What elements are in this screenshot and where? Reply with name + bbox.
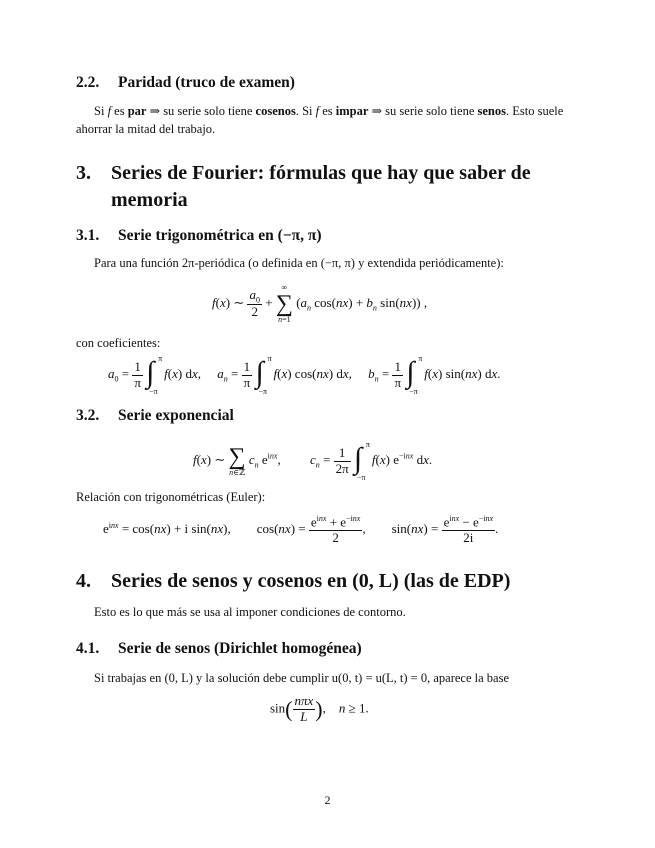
section-number: 3.1. <box>76 227 100 244</box>
paragraph-boundary: Esto es lo que más se usa al imponer condiciones de contorno. <box>94 605 406 619</box>
equation-coefficients: $a_0$ = $\frac{1}{\pi}$ ∫ π −π f(x) dx, $a_n$ = $\frac{1}{\pi}$ ∫ π −π f(x) cos(nx) dx, $b_n$ = $\frac{1}{\pi}$ ∫ π −π f(x) sin(nx) dx. <box>108 354 501 396</box>
paragraph-coefficients: con coeficientes: <box>76 336 161 350</box>
section-heading-4 <box>76 568 581 595</box>
keyword-cosenos: cosenos <box>255 104 296 118</box>
section-title: Paridad (truco de examen) <box>118 74 295 91</box>
section-number: 4. <box>76 570 91 592</box>
section-number: 2.2. <box>76 74 100 91</box>
section-heading-3-2 <box>76 407 581 425</box>
section-heading-3-1 <box>76 227 581 245</box>
section-title: Series de Fourier: fórmulas que hay que saber de memoria <box>111 162 531 211</box>
section-heading-2-2 <box>76 74 581 92</box>
keyword-impar: impar <box>335 104 369 118</box>
equation-exponential-series: f(x) ∼ ∑ n∈ℤ $c_n$ $e^{inx}$, $c_n$ = $\frac{1}{2\pi}$ ∫ π −π f(x) $e^{-inx}$ dx. <box>193 440 433 482</box>
paragraph-parity: Si f es par ⇒ su serie solo tiene cosenos. Si f es impar ⇒ su serie solo tiene senos. Esto suele ahorrar la mitad del trabajo. <box>76 104 564 136</box>
paragraph-euler: Relación con trigonométricas (Euler): <box>76 490 266 504</box>
section-heading-3 <box>76 160 581 214</box>
section-title: Serie trigonométrica en (−π, π) <box>118 227 322 244</box>
equation-sine-basis: sin( $\frac{\text{nπx}}{L}$ ), n ≥ 1. <box>270 693 369 724</box>
keyword-senos: senos <box>477 104 506 118</box>
section-title: Serie exponencial <box>118 407 234 424</box>
section-title: Series de senos y cosenos en (0, L) (las de EDP) <box>111 570 511 592</box>
section-number: 4.1. <box>76 640 100 657</box>
equation-trig-series: f(x) ∼ $\frac{a_0}{2}$ + ∞ ∑ n=1 ($a_n$ $\cos(nx) + b_n$ sin(nx)) , <box>212 283 428 324</box>
keyword-par: par <box>127 104 147 118</box>
page-number: 2 <box>324 793 331 807</box>
section-number: 3.2. <box>76 407 100 424</box>
section-title: Serie de senos (Dirichlet homogénea) <box>118 640 362 657</box>
section-heading-4-1 <box>76 640 581 658</box>
section-number: 3. <box>76 162 91 184</box>
equation-euler: $e^{inx} = \cos(nx) + i$ sin(nx), cos(nx) = $\frac{e^{inx} + e^{-inx}}{2}$ , sin(nx) = $\frac{e^{inx} - e^{-inx}}{2i}$ . <box>103 514 499 546</box>
paragraph-dirichlet: Si trabajas en (0, L) y la solución debe cumplir u(0, t) = u(L, t) = 0, aparece la base <box>94 671 509 685</box>
paragraph-periodic: Para una función 2π-periódica (o definida en (−π, π) y extendida periódicamente): <box>94 256 504 270</box>
